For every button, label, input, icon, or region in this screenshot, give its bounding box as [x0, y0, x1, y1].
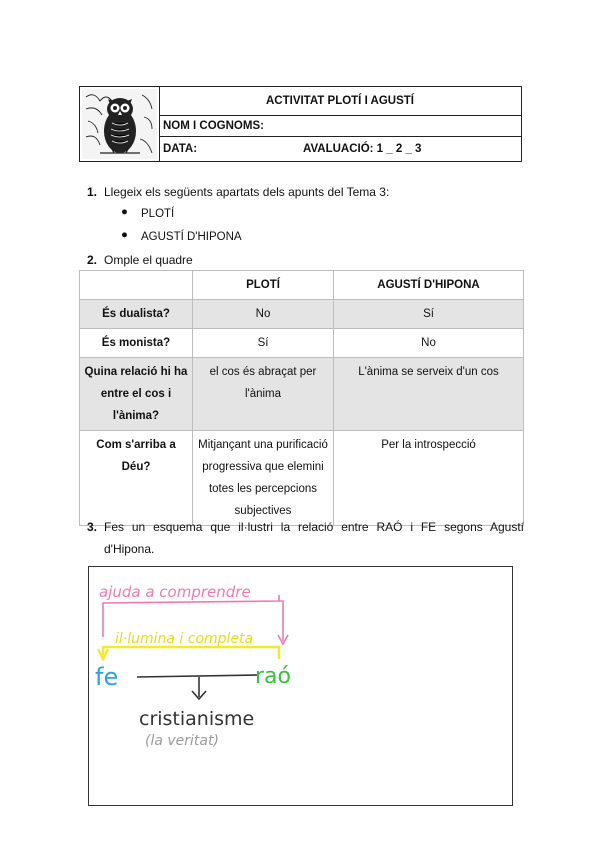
name-label: NOM I COGNOMS: — [159, 115, 521, 137]
table-cell: Com s'arriba a Déu? — [80, 431, 193, 526]
yellow-bracket — [103, 647, 279, 659]
table-cell: Sí — [334, 300, 524, 329]
table-row — [80, 431, 524, 526]
diagram-right-label: raó — [255, 664, 291, 689]
table-header-cell: AGUSTÍ D'HIPONA — [334, 271, 524, 300]
activity-title: ACTIVITAT PLOTÍ I AGUSTÍ — [159, 87, 521, 116]
table-cell: És dualista? — [80, 300, 193, 329]
connector-line — [137, 675, 259, 677]
q3-text-line2: d'Hipona. — [104, 542, 155, 556]
table-cell: el cos és abraçat per l'ànima — [193, 358, 334, 431]
diagram-middle-label: il·lumina i completa — [115, 631, 254, 647]
diagram-canvas — [89, 567, 511, 804]
table-cell: Sí — [193, 329, 334, 358]
date-label: DATA: — [163, 143, 198, 155]
table-cell: Quina relació hi ha entre el cos i l'ànima? — [80, 358, 193, 431]
table-row — [80, 358, 524, 431]
evaluation-label: AVALUACIÓ: 1 _ 2 _ 3 — [303, 143, 422, 155]
date-row — [159, 137, 521, 161]
q3-number: 3. — [87, 520, 98, 534]
q2-text: Omple el quadre — [104, 253, 193, 267]
diagram-left-label: fe — [95, 663, 119, 691]
bullet-dot: ● — [121, 206, 128, 218]
bullet-dot: ● — [121, 229, 128, 241]
comparison-table — [79, 270, 524, 526]
diagram-top-label: ajuda a comprendre — [99, 583, 251, 601]
q3-text-line1: Fes un esquema que il·lustri la relació entre RAÓ i FE segons Agustí — [104, 520, 524, 534]
q2-number: 2. — [87, 253, 98, 267]
table-row — [80, 329, 524, 358]
q1-text: Llegeix els següents apartats dels apunts del Tema 3: — [104, 185, 390, 199]
q1-number: 1. — [87, 185, 98, 199]
table-header-row — [80, 271, 524, 300]
table-cell: És monista? — [80, 329, 193, 358]
header-table — [79, 86, 522, 162]
q1-bullet-agusti: AGUSTÍ D'HIPONA — [141, 231, 242, 243]
owl-engraving-icon — [80, 87, 159, 161]
table-cell: No — [193, 300, 334, 329]
table-cell: Per la introspecció — [334, 431, 524, 526]
table-cell: Mitjançant una purificació progressiva que elemini totes les percepcions subjectives — [193, 431, 334, 526]
table-cell: No — [334, 329, 524, 358]
diagram-bottom-sub: (la veritat) — [145, 733, 219, 749]
table-header-cell: PLOTÍ — [193, 271, 334, 300]
q1-bullet-ploti: PLOTÍ — [141, 208, 175, 220]
owl-logo — [80, 87, 160, 161]
table-cell: L'ànima se serveix d'un cos — [334, 358, 524, 431]
diagram-bottom-label: cristianisme — [139, 708, 255, 730]
diagram-frame — [88, 566, 513, 806]
table-row — [80, 300, 524, 329]
table-header-cell — [80, 271, 193, 300]
